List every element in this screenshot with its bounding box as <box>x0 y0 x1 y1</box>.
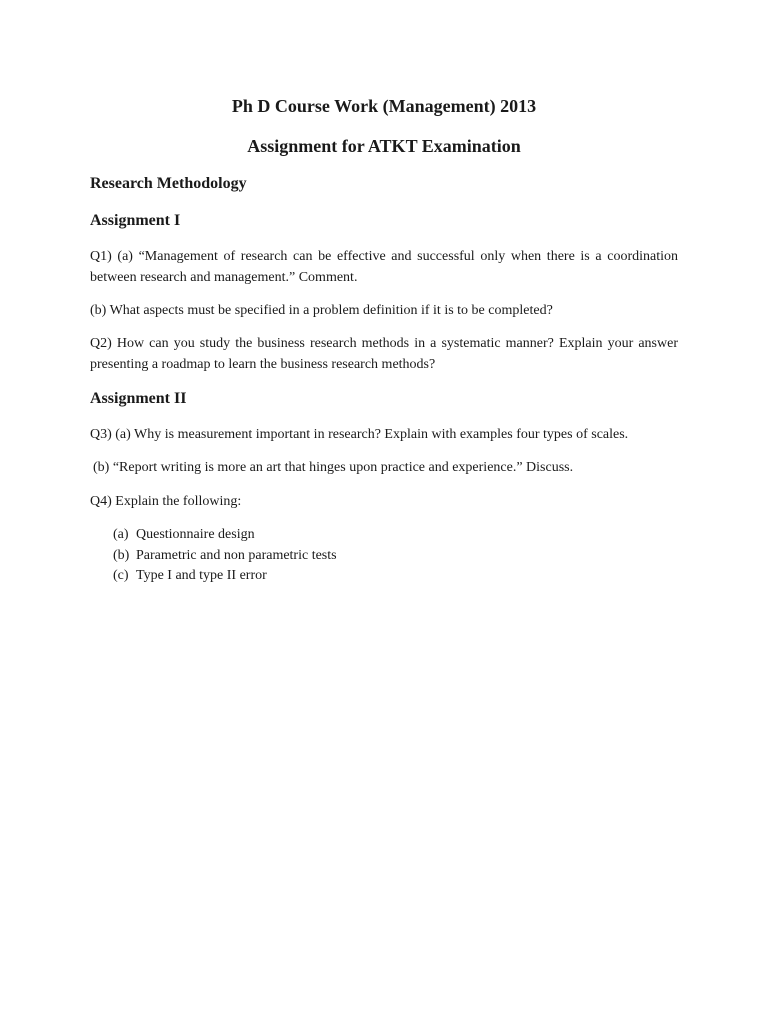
list-item-marker: (b) <box>113 547 130 563</box>
question-q1a: Q1) (a) “Management of research can be effective and successful only when there is a coordination between research and management.” Comment. <box>90 249 678 285</box>
question-q4: Q4) Explain the following: <box>90 494 242 509</box>
list-item-marker: (a) <box>113 527 129 542</box>
q4-sub-list <box>113 525 337 587</box>
list-item-marker: (c) <box>113 568 129 583</box>
list-item <box>113 566 337 587</box>
list-item <box>113 525 337 546</box>
assignment-1-heading: Assignment I <box>90 212 181 229</box>
question-q3b: (b) “Report writing is more an art that hinges upon practice and experience.” Discuss. <box>93 460 574 475</box>
question-q2: Q2) How can you study the business research methods in a systematic manner? Explain your answer presenting a roadmap to learn the business research methods? <box>90 336 678 372</box>
question-q1b: (b) What aspects must be specified in a problem definition if it is to be completed? <box>90 303 553 318</box>
document-title: Ph D Course Work (Management) 2013 <box>231 96 537 116</box>
list-item-text: Type I and type II error <box>136 568 267 583</box>
question-q3a: Q3) (a) Why is measurement important in research? Explain with examples four types of scales. <box>90 427 629 442</box>
assignment-2-heading: Assignment II <box>90 390 187 407</box>
document-subtitle: Assignment for ATKT Examination <box>247 136 521 156</box>
list-item-text: Questionnaire design <box>136 527 255 542</box>
list-item-text: Parametric and non parametric tests <box>136 547 337 563</box>
list-item <box>113 546 337 567</box>
subject-heading: Research Methodology <box>90 175 247 192</box>
